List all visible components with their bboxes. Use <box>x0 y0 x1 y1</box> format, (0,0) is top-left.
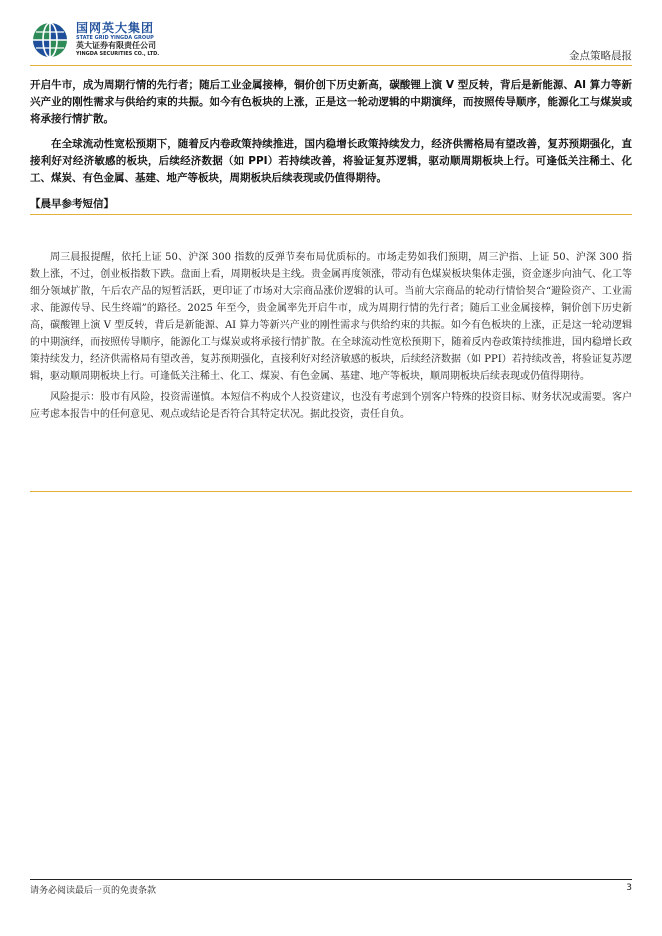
footer-divider <box>30 879 632 880</box>
morning-brief <box>30 249 632 427</box>
bold-paragraph: 在全球流动性宽松预期下，随着反内卷政策持续推进，国内稳增长政策持续发力，经济供需格局有望改善，复苏预期强化，直接利好对经济敏感的板块，后续经济数据（如 PPI）若持续改善，将验证复苏逻辑，驱动顺周期板块上行。可逢低关注稀土、化工、煤炭、有色金属、基建、地产等板块，周期板块后续表现或仍值得期待。 <box>30 138 632 184</box>
logo-text <box>76 21 159 57</box>
bold-summary <box>30 77 632 195</box>
risk-warning-paragraph: 风险提示：股市有风险，投资需谨慎。本短信不构成个人投资建议，也没有考虑到个别客户特殊的投资目标、财务状况或需要。客户应考虑本报告中的任何意见、观点或结论是否符合其特定状况。据此投资，责任自负。 <box>30 392 632 420</box>
report-title: 金点策略晨报 <box>569 50 632 62</box>
header-divider <box>30 65 632 66</box>
section-title: 【晨早参考短信】 <box>30 198 114 210</box>
page-header <box>30 18 632 64</box>
logo-en-name: STATE GRID YINGDA GROUP <box>76 35 154 41</box>
logo-cn-name: 国网英大集团 <box>76 21 155 35</box>
section-divider <box>30 214 632 215</box>
company-logo <box>30 18 190 62</box>
footer-disclaimer: 请务必阅读最后一页的免责条款 <box>30 886 157 896</box>
globe-logo-icon <box>30 20 70 60</box>
logo-cn-subname: 英大证券有限责任公司 <box>76 41 156 50</box>
brief-paragraph: 周三晨报提醒，依托上证 50、沪深 300 指数的反弹节奏布局优质标的。市场走势如我们预期，周三沪指、上证 50、沪深 300 指数上涨，不过，创业板指数下跌。盘面上看，周期板块是主线。贵金属再度领涨，带动有色煤炭板块集体走强，资金逐步向油气、化工等细分领域扩散，午后农产品的短暂活跃，更印证了市场对大宗商品涨价逻辑的认可。当前大宗商品的轮动行情恰契合“避险资产、工业需求、能源传导、民生终端”的路径。2025 年至今，贵金属率先开启牛市，成为周期行情的先行者；随后工业金属接棒，铜价创下历史新高，碳酸锂上演 V 型反转，背后是新能源、AI 算力等新兴产业的刚性需求与供给约束的共振。如今有色板块的上涨，正是这一轮动逻辑的中期演绎，而按照传导顺序，能源化工与煤炭或将承接行情扩散。在全球流动性宽松预期下，随着反内卷政策持续推进，国内稳增长政策持续发力，经济供需格局有望改善，复苏预期强化，直接利好对经济敏感的板块，后续经济数据（如 PPI）若持续改善，将验证复苏逻辑，驱动顺周期板块上行。可逢低关注稀土、化工、煤炭、有色金属、基建、地产等板块，顺周期板块后续表现或仍值得期待。 <box>30 252 632 382</box>
content-end-divider <box>30 491 632 492</box>
page-number: 3 <box>626 883 632 893</box>
bold-paragraph: 开启牛市，成为周期行情的先行者；随后工业金属接棒，铜价创下历史新高，碳酸锂上演 V 型反转，背后是新能源、AI 算力等新兴产业的刚性需求与供给约束的共振。如今有色板块的上涨，正是这一轮动逻辑的中期演绎，而按照传导顺序，能源化工与煤炭或将承接行情扩散。 <box>30 79 632 125</box>
logo-en-subname: YINGDA SECURITIES CO., LTD. <box>76 51 160 57</box>
